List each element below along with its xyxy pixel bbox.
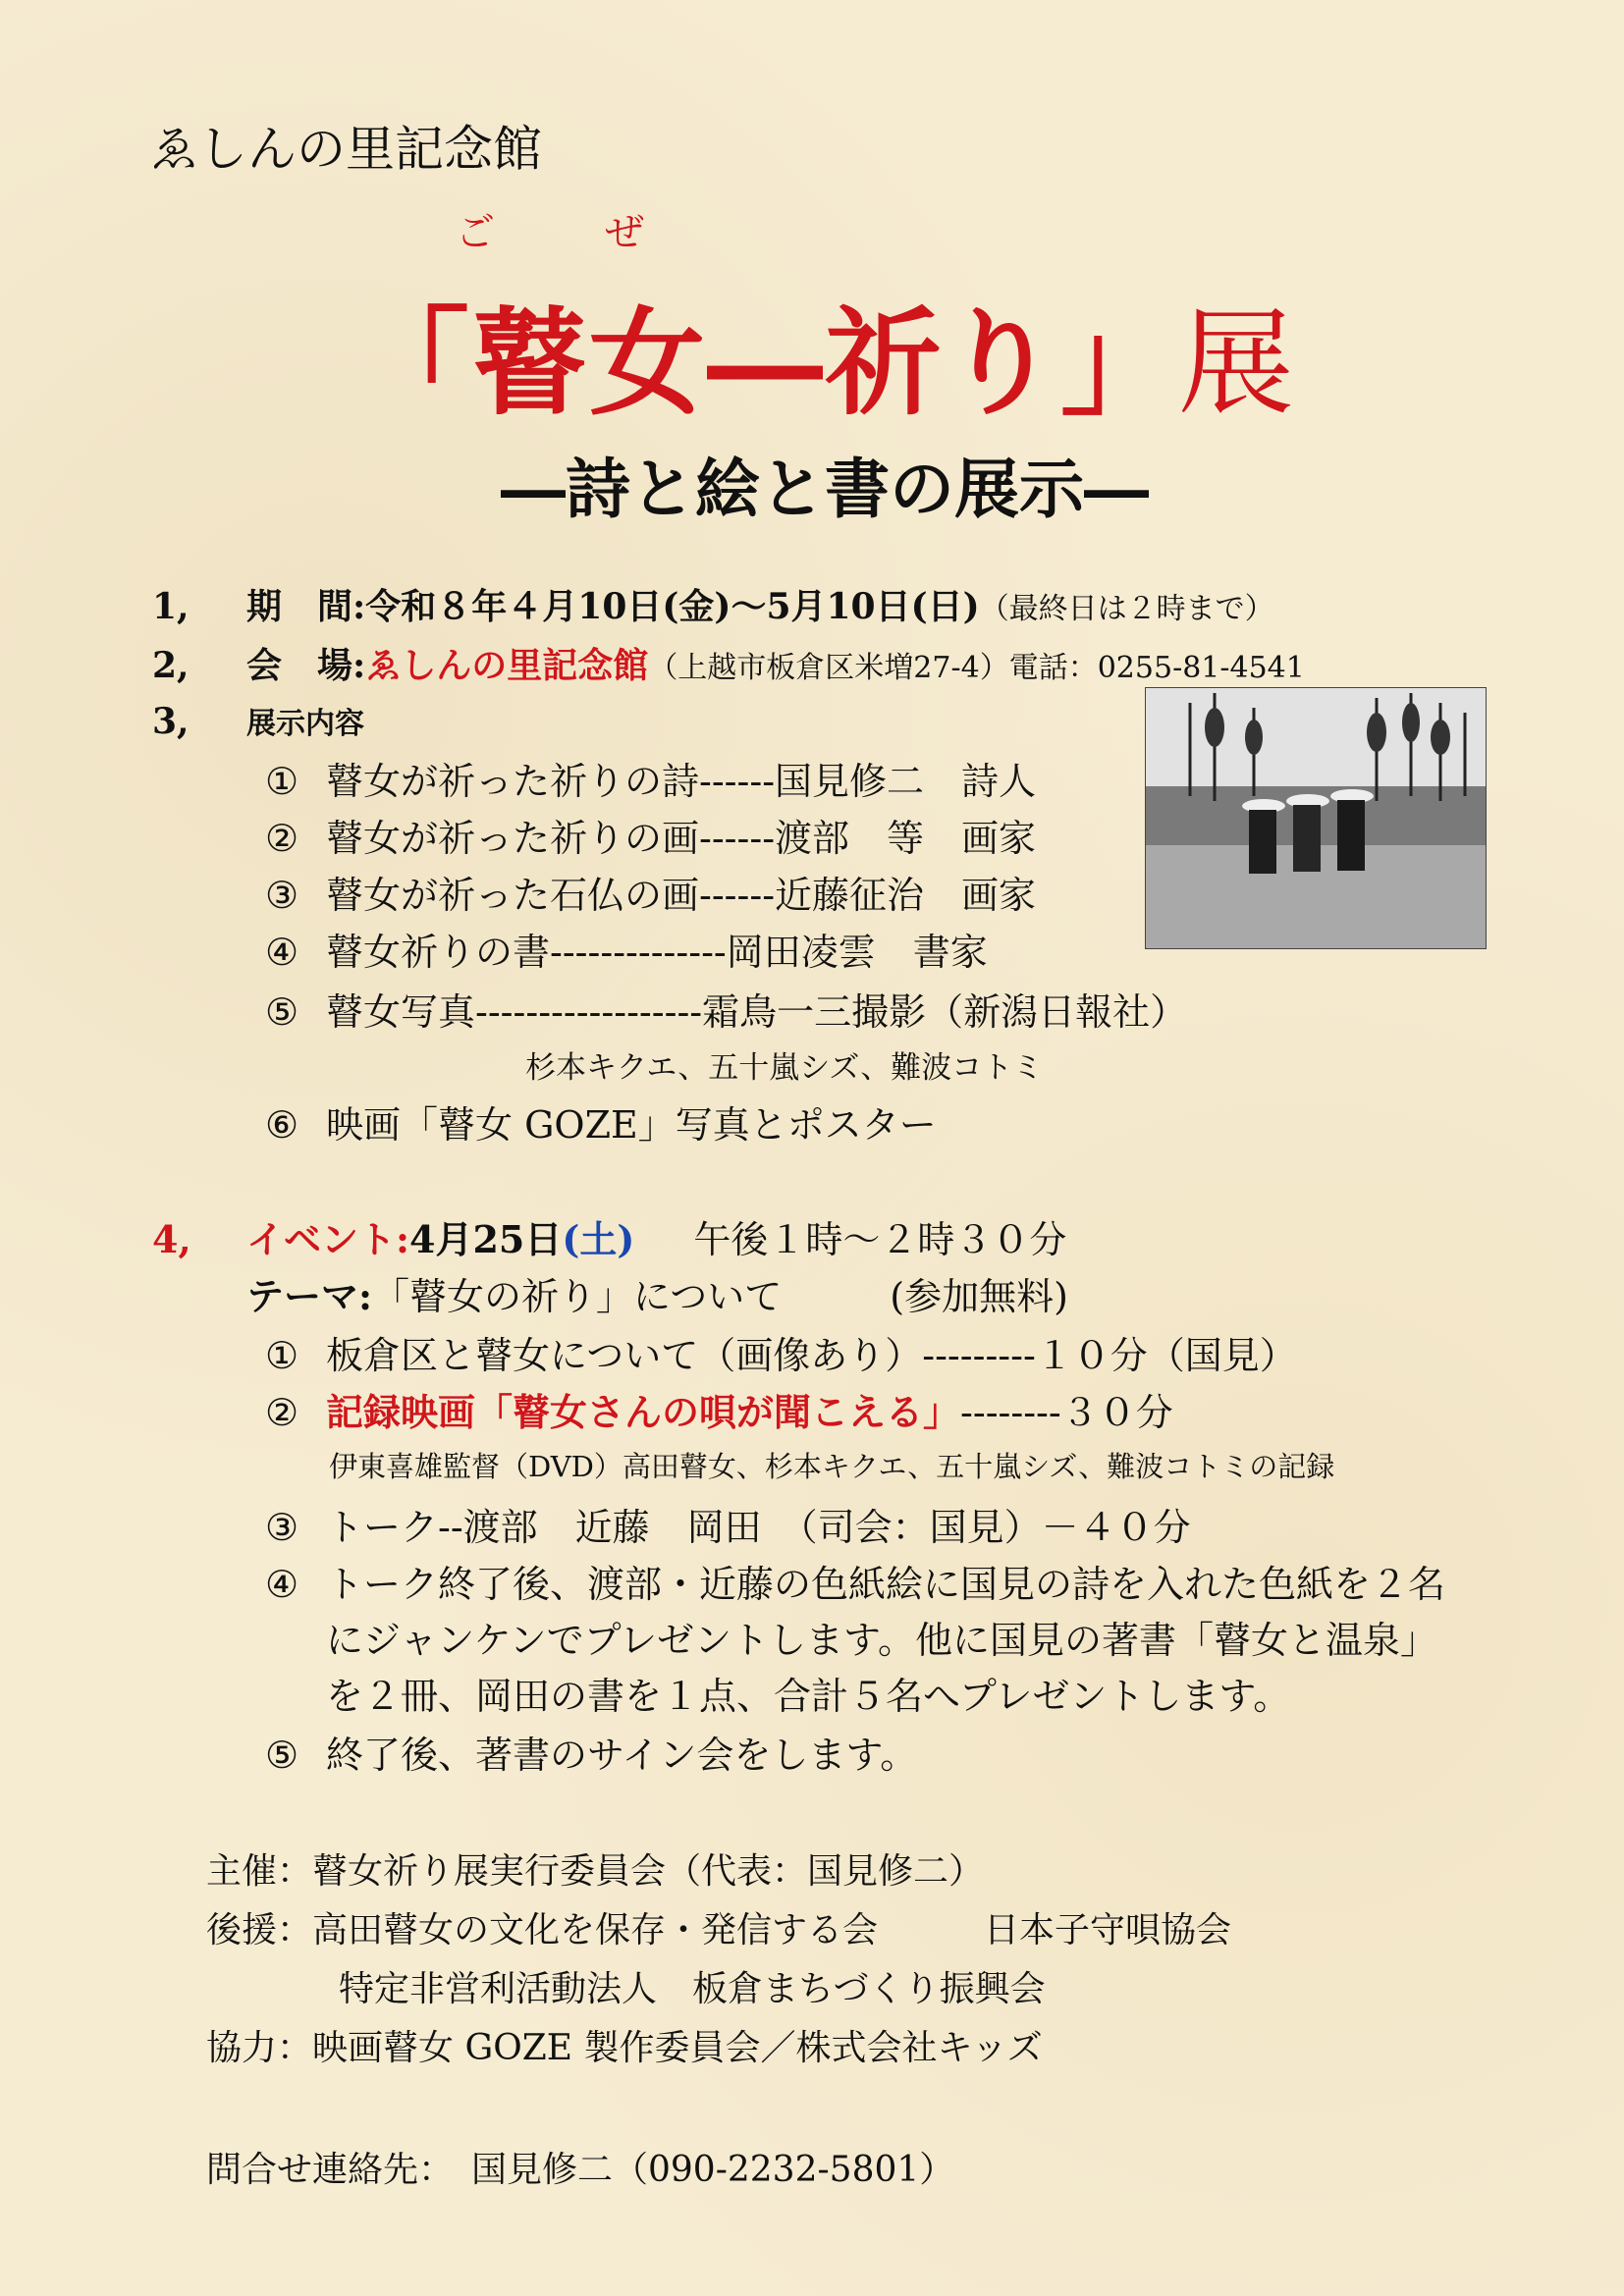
item-mark: ④ [265, 1563, 299, 1606]
place-phone: 電話：0255-81-4541 [1008, 651, 1305, 685]
item-text: 映画「瞽女 GOZE」写真とポスター [326, 1103, 937, 1147]
support-line-2: 特定非営利活動法人 板倉まちづくり振興会 [339, 1969, 1046, 2009]
page-subtitle: ―詩と絵と書の展示― [501, 451, 1149, 527]
item-text: 終了後、著書のサイン会をします。 [326, 1734, 918, 1777]
item-mark: ⑥ [265, 1103, 299, 1147]
place-venue: ゑしんの里記念館 [365, 645, 649, 686]
event-item [265, 1382, 1173, 1436]
ruby-go: ご [456, 210, 495, 255]
list-item [265, 865, 1036, 919]
item-mark: ③ [265, 1506, 299, 1549]
title-suffix: 展 [1178, 295, 1297, 431]
item-text: 瞽女祈りの書--------------岡田凌雲 書家 [326, 931, 988, 974]
item-mark: ① [265, 1334, 299, 1377]
event-item [265, 1497, 1191, 1551]
photo-subjects-note: 杉本キクエ、五十嵐シズ、難波コトミ [525, 1050, 1044, 1086]
event-theme-line [246, 1266, 1068, 1320]
place-label: 会 場: [246, 645, 366, 686]
free-admission: (参加無料) [890, 1275, 1068, 1318]
event-line [152, 1209, 1066, 1263]
period-label: 期 間: [246, 586, 366, 627]
item-text: 瞽女が祈った祈りの画------渡部 等 画家 [326, 817, 1037, 860]
venue-heading: ゑしんの里記念館 [149, 121, 542, 178]
contact-line: 問合せ連絡先： 国見修二（090-2232-5801） [206, 2150, 955, 2190]
place-number: 2, [152, 645, 189, 686]
title-main: 「瞽女―祈り」 [353, 294, 1179, 431]
event-number: 4, [152, 1217, 191, 1261]
item-text-line: にジャンケンでプレゼントします。他に国見の著書「瞽女と温泉」 [326, 1619, 1438, 1662]
page-title [353, 270, 1296, 437]
item-mark: ④ [265, 931, 299, 974]
goze-photo [1145, 687, 1487, 949]
item-mark: ② [265, 1391, 299, 1434]
event-label: イベント: [246, 1217, 410, 1261]
item-text-line: を２冊、岡田の書を１点、合計５名へプレゼントします。 [326, 1675, 1291, 1718]
period-dates: 令和８年４月10日(金)～5月10日(日) [365, 586, 980, 627]
film-credits: 伊東喜雄監督（DVD）高田瞽女、杉本キクエ、五十嵐シズ、難波コトミの記録 [329, 1450, 1335, 1483]
period-note: （最終日は２時まで） [979, 592, 1274, 626]
theme-label: テーマ: [246, 1274, 373, 1318]
theme-text: 「瞽女の祈り」について [372, 1275, 783, 1318]
item-text: 瞽女が祈った祈りの詩------国見修二 詩人 [326, 760, 1037, 803]
item-mark: ① [265, 760, 299, 803]
item-text: トーク--渡部 近藤 岡田 （司会：国見）－４０分 [326, 1506, 1191, 1549]
contents-heading [152, 699, 364, 742]
list-item [265, 751, 1036, 805]
list-item [265, 982, 1187, 1036]
cooperation-line: 協力：映画瞽女 GOZE 製作委員会／株式会社キッズ [206, 2028, 1043, 2068]
contents-number: 3, [152, 701, 189, 742]
event-date: 4月25日 [409, 1217, 563, 1261]
event-time: 午後１時～２時３０分 [693, 1218, 1067, 1261]
item-text: 瞽女が祈った石仏の画------近藤征治 画家 [326, 874, 1037, 917]
item-mark: ⑤ [265, 990, 299, 1034]
period-line [152, 579, 1274, 629]
item-text: --------３０分 [960, 1391, 1173, 1434]
organizer-line: 主催：瞽女祈り展実行委員会（代表：国見修二） [206, 1851, 985, 1892]
support-line-1: 後援：高田瞽女の文化を保存・発信する会 日本子守唄協会 [206, 1910, 1232, 1950]
item-mark: ③ [265, 874, 299, 917]
place-address: （上越市板倉区米増27-4） [648, 651, 1009, 685]
ruby-ze: ぜ [605, 210, 644, 255]
event-weekday: (土) [562, 1217, 635, 1261]
item-mark: ② [265, 817, 299, 860]
item-text: 瞽女写真------------------霜鳥一三撮影（新潟日報社） [326, 990, 1188, 1034]
contents-label: 展示内容 [246, 707, 364, 741]
list-item [265, 808, 1036, 862]
item-mark: ⑤ [265, 1734, 299, 1777]
film-title: 記録映画「瞽女さんの唄が聞こえる」 [326, 1390, 961, 1434]
item-text-line: トーク終了後、渡部・近藤の色紙絵に国見の詩を入れた色紙を２名 [326, 1563, 1446, 1606]
event-item [265, 1554, 1445, 1608]
event-item [265, 1725, 917, 1779]
event-item [265, 1325, 1297, 1379]
item-text: 板倉区と瞽女について（画像あり）---------１０分（国見） [326, 1334, 1297, 1377]
period-number: 1, [152, 586, 189, 627]
list-item [265, 1095, 937, 1148]
place-line [152, 638, 1305, 688]
list-item [265, 922, 988, 976]
